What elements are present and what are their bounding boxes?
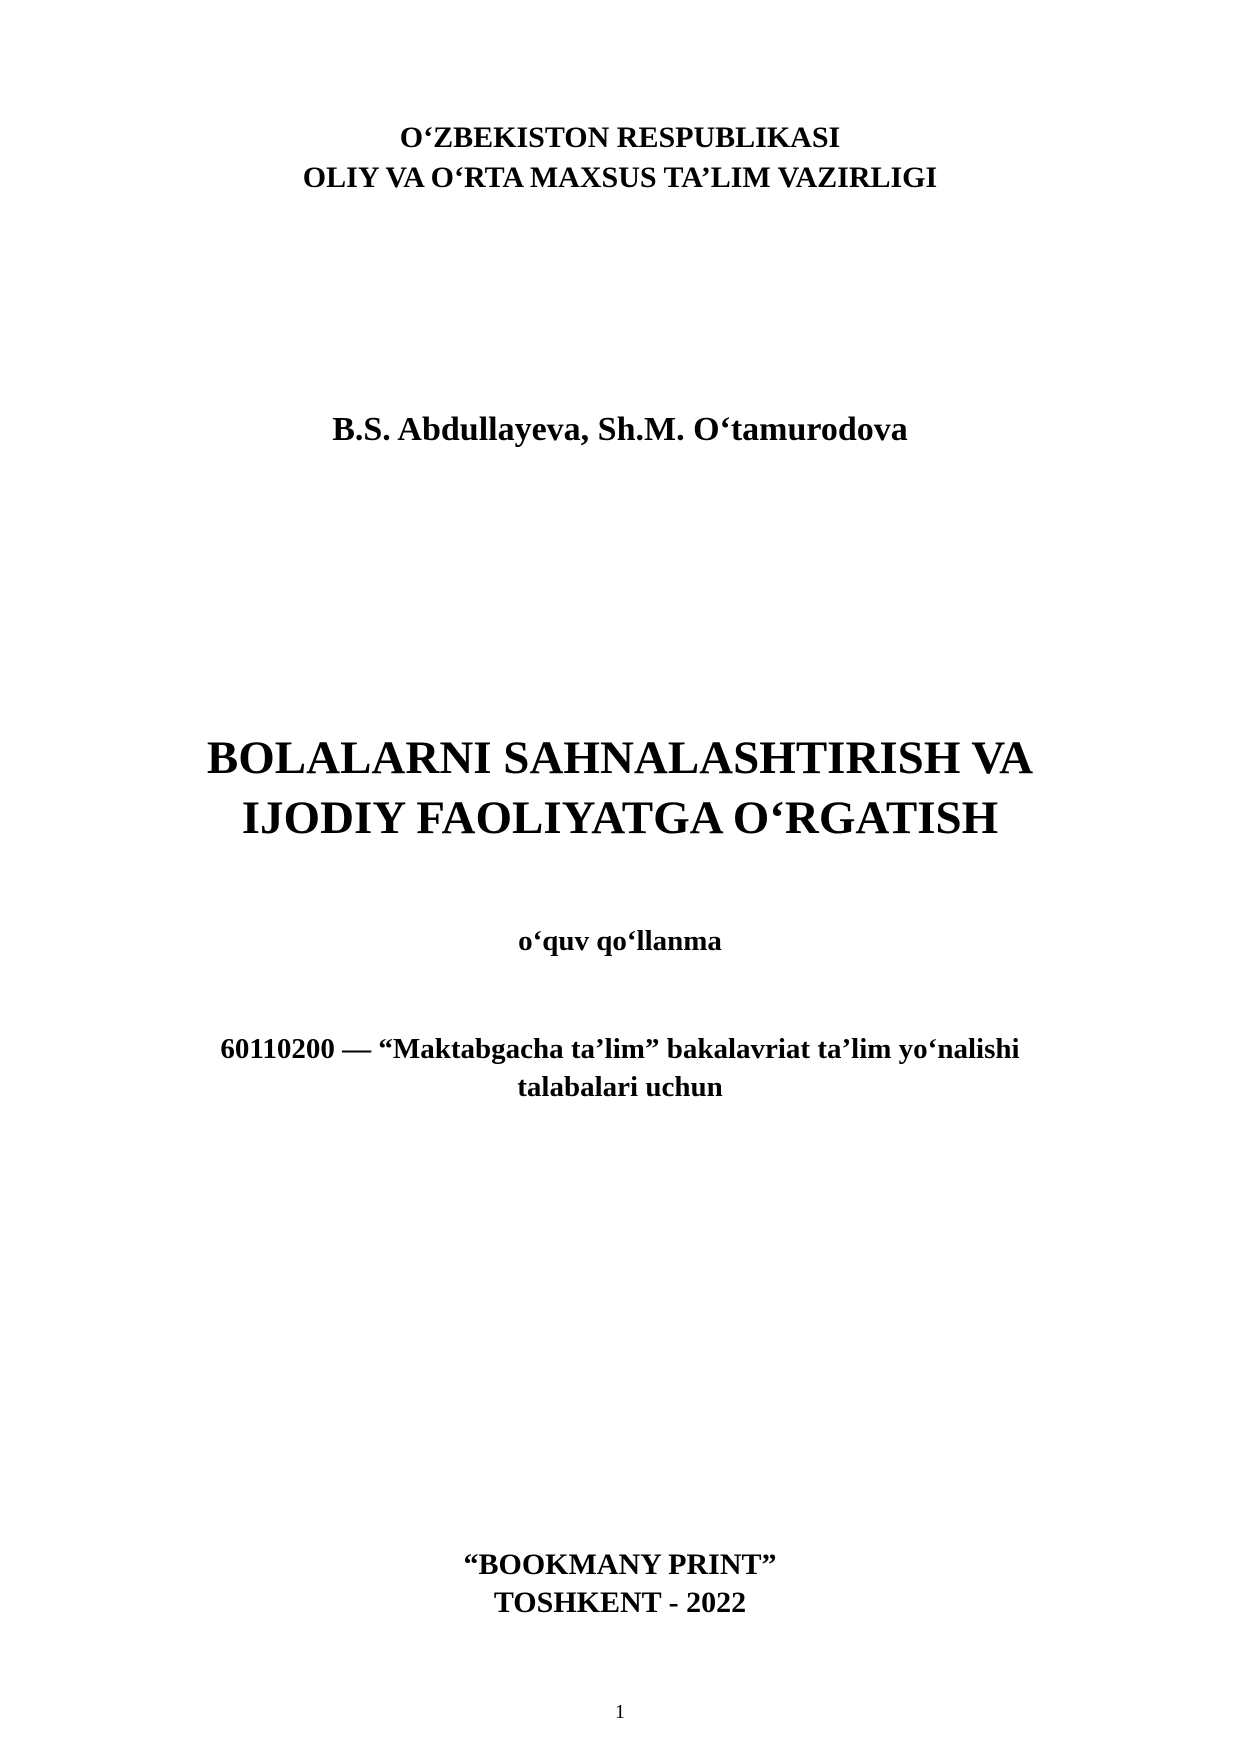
target-audience-line-1: 60110200 — “Maktabgacha ta’lim” bakalavriat ta’lim yo‘nalishi — [220, 1033, 1020, 1065]
book-title-line-1: BOLALARNI SAHNALASHTIRISH VA — [206, 732, 1034, 784]
ministry-header — [0, 118, 1240, 198]
ministry-line-2: OLIY VA O‘RTA MAXSUS TA’LIM VAZIRLIGI — [302, 161, 938, 194]
book-title-line-2: IJODIY FAOLIYATGA O‘RGATISH — [241, 792, 999, 844]
publisher-city-year: TOSHKENT - 2022 — [493, 1586, 747, 1619]
page-number: 1 — [615, 1701, 625, 1723]
publisher-name: “BOOKMANY PRINT” — [463, 1548, 777, 1581]
publisher-info — [0, 1546, 1240, 1622]
book-subtitle: o‘quv qo‘llanma — [518, 925, 722, 957]
book-title — [0, 728, 1240, 848]
target-audience — [0, 1030, 1240, 1106]
authors: B.S. Abdullayeva, Sh.M. O‘tamurodova — [332, 411, 908, 448]
target-audience-line-2: talabalari uchun — [517, 1071, 723, 1103]
ministry-line-1: O‘ZBEKISTON RESPUBLIKASI — [399, 121, 841, 154]
